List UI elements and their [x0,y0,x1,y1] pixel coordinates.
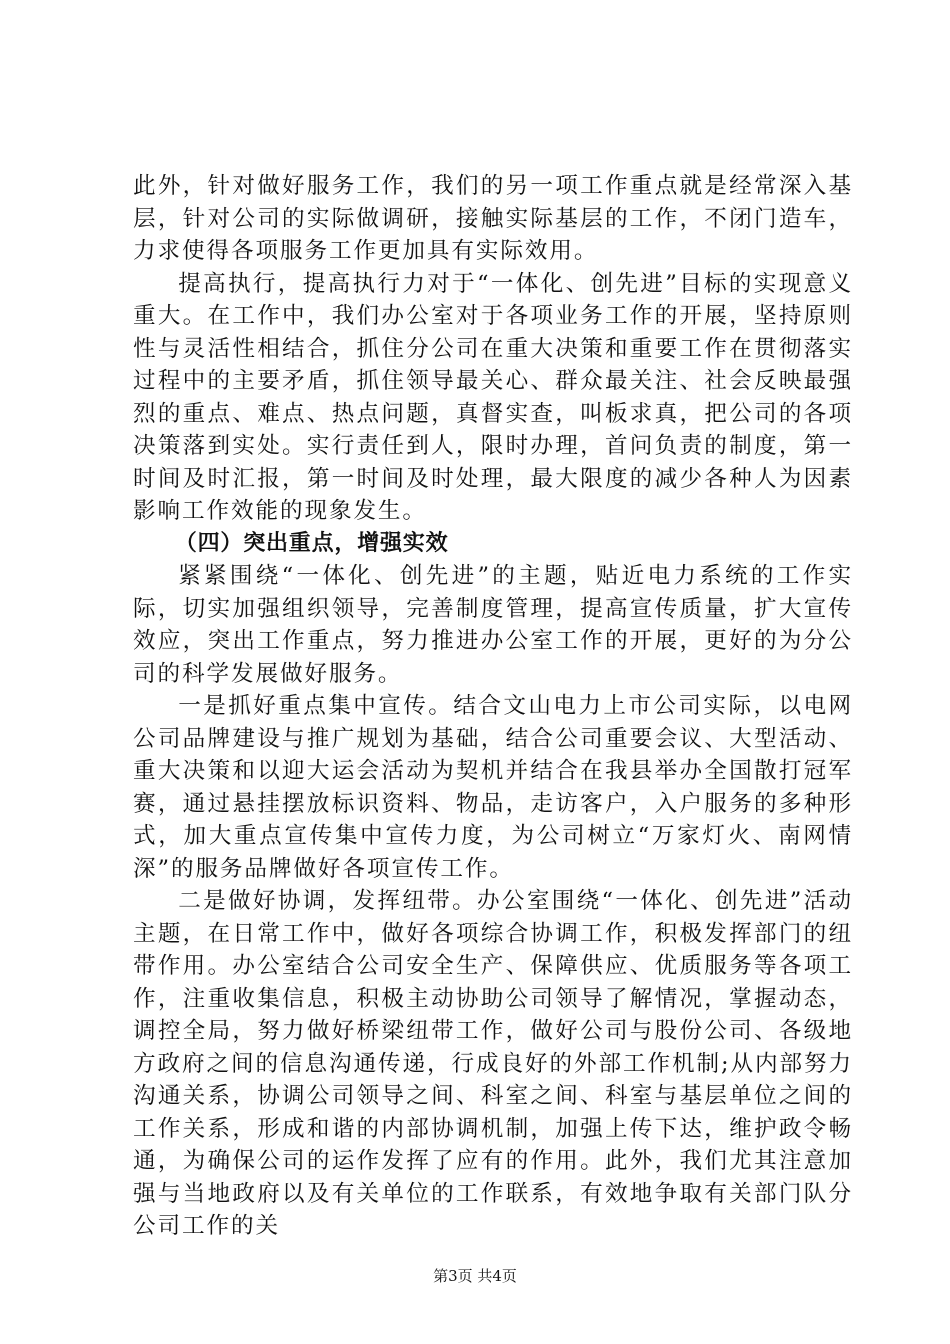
section-heading: （四）突出重点，增强实效 [174,530,449,556]
paragraph-3: 紧紧围绕“一体化、创先进”的主题，贴近电力系统的工作实际，切实加强组织领导，完善制度管理，提高宣传质量，扩大宣传效应，突出工作重点，努力推进办公室工作的开展，更好的为分公司的科学发展做好服务。 [133,563,853,687]
paragraph-1: 此外，针对做好服务工作，我们的另一项工作重点就是经常深入基层，针对公司的实际做调研，接触实际基层的工作，不闭门造车，力求使得各项服务工作更加具有实际效用。 [133,173,853,264]
paragraph-2: 提高执行，提高执行力对于“一体化、创先进”目标的实现意义重大。在工作中，我们办公室对于各项业务工作的开展，坚持原则性与灵活性相结合，抓住分公司在重大决策和重要工作在贯彻落实过程中的主要矛盾，抓住领导最关心、群众最关注、社会反映最强烈的重点、难点、热点问题，真督实查，叫板求真，把公司的各项决策落到实处。实行责任到人，限时办理，首问负责的制度，第一时间及时汇报，第一时间及时处理，最大限度的减少各种人为因素影响工作效能的现象发生。 [133,270,853,524]
page-footer: 第3页 共4页 [433,1267,517,1285]
paragraph-4: 一是抓好重点集中宣传。结合文山电力上市公司实际，以电网公司品牌建设与推广规划为基础，结合公司重要会议、大型活动、重大决策和以迎大运会活动为契机并结合在我县举办全国散打冠军赛，通过悬挂摆放标识资料、物品，走访客户，入户服务的多种形式，加大重点宣传集中宣传力度，为公司树立“万家灯火、南网情深”的服务品牌做好各项宣传工作。 [133,693,853,882]
paragraph-5: 二是做好协调，发挥纽带。办公室围绕“一体化、创先进”活动主题，在日常工作中，做好各项综合协调工作，积极发挥部门的纽带作用。办公室结合公司安全生产、保障供应、优质服务等各项工作，注重收集信息，积极主动协助公司领导了解情况，掌握动态，调控全局，努力做好桥梁纽带工作，做好公司与股份公司、各级地方政府之间的信息沟通传递，行成良好的外部工作机制;从内部努力沟通关系，协调公司领导之间、科室之间、科室与基层单位之间的工作关系，形成和谐的内部协调机制，加强上传下达，维护政令畅通，为确保公司的运作发挥了应有的作用。此外，我们尤其注意加强与当地政府以及有关单位的工作联系，有效地争取有关部门队分公司工作的关 [133,888,853,1239]
document-body [133,170,853,1243]
